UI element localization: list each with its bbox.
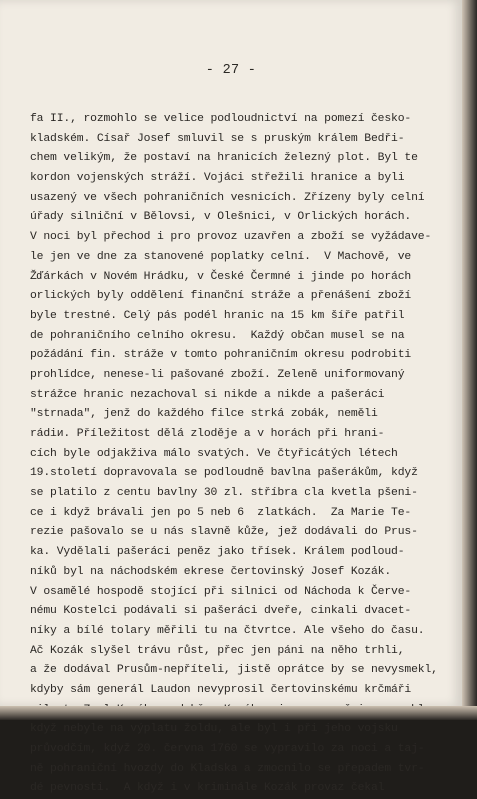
text-line: když nebyle na výplatu žoldu, ale byl i při jeho vojsku <box>30 723 398 736</box>
page-edge-right <box>462 0 477 720</box>
text-line: chem velikým, že postaví na hranicích železný plot. Byl te <box>30 152 418 165</box>
text-line: ce i když brávali jen po 5 neb 6 zlatkách. Za Marie Te- <box>30 506 412 519</box>
text-line: orlických byly oddělení finanční stráže a přenášení zboží <box>30 290 412 303</box>
text-line: kordon vojenských stráží. Vojáci střežili hranice a byli <box>30 172 405 185</box>
page-number: - 27 - <box>205 63 257 78</box>
text-line: Ač Kozák slyšel trávu růst, přec jen páni na něho trhli, <box>30 644 405 657</box>
text-line: úřady silniční v Bělovsi, v Olešnici, v Orlických horách. <box>30 211 412 224</box>
text-line: fa II., rozmohlo se velice podloudnictví na pomezí česko- <box>30 113 412 125</box>
text-line: byle trestné. Celý pás podél hranic na 15 km šíře patřil <box>30 309 405 322</box>
text-line: kdyby sám generál Laudon nevyprosil čertovinskému krčmáři <box>30 683 412 696</box>
text-line: de pohraničního celního okresu. Každý občan musel se na <box>30 329 405 342</box>
text-line: usazený ve všech pohraničních vesnicích. Zřízeny byly celní <box>30 191 425 204</box>
text-line: Žďárkách v Novém Hrádku, v České Čermné i jinde po horách <box>30 270 412 283</box>
text-line: V noci byl přechod i pro provoz uzavřen a zboží se vyžádavе- <box>30 231 432 244</box>
text-line: ka. Vydělali pašeráci peněz jako třísek. Králem podloud- <box>30 546 405 559</box>
text-line: ně pohraniční hvozdy do Kladska a zmocnilo se přepadem tvr- <box>30 762 425 775</box>
page-edge-bottom <box>0 706 477 720</box>
text-line: rezie pašovalo se u nás slavně kůže, jež dodávali do Prus- <box>30 526 418 539</box>
text-line: V osamělé hospodě stojící při silnici od Náchoda k Červe- <box>30 585 412 598</box>
text-line: strážce hranic nezachoval si nikde a nikde a pašeráci <box>30 388 385 401</box>
text-line: "strnada", jenž do každého filce strká zobák, neměli <box>30 408 378 421</box>
text-line: níků byl na náchodském ekrese čertovinský Josef Kozák. <box>30 565 392 578</box>
text-line: prohlídce, nenese-li pašované zboží. Zeleně uniformovaný <box>30 368 405 381</box>
text-line: cích byle odjakživa málo svatých. Ve čtyřicátých létech <box>30 447 398 460</box>
text-line: se platilo z centu bavlny 30 zl. stříbra cla kvetla pšeni- <box>30 487 418 500</box>
text-line: le jen ve dne za stanovené poplatky celní. V Machově, ve <box>30 250 412 263</box>
body-text <box>30 110 440 799</box>
text-line: kladském. Císař Josef smluvil se s pruským králem Bedři- <box>30 132 405 145</box>
text-line: a že dodával Prusům-nepříteli, jistě oprátce by se nevysmekl, <box>30 664 438 677</box>
text-line: nému Kostelci podávali si pašeráci dveře, cinkali dvacet- <box>30 605 412 618</box>
text-line: průvodčím, když 20. června 1760 se vypravilo za noci a taj- <box>30 743 425 755</box>
text-line: dé pevnosti. A když i v kriminále Kozák provaz čekal <box>30 782 385 795</box>
text-line: rádiи. Příležitost dělá zloděje a v horách při hrani- <box>30 428 385 440</box>
text-line: požádání fin. stráže v tomto pohraničním okresu podrobiti <box>30 349 412 362</box>
text-line: 19.století dopravovala se podloudně bavlna pašerákům, když <box>30 467 418 480</box>
text-line: níky a bílé tolary měřili tu na čtvrtce. Ale všeho do času. <box>30 624 425 637</box>
